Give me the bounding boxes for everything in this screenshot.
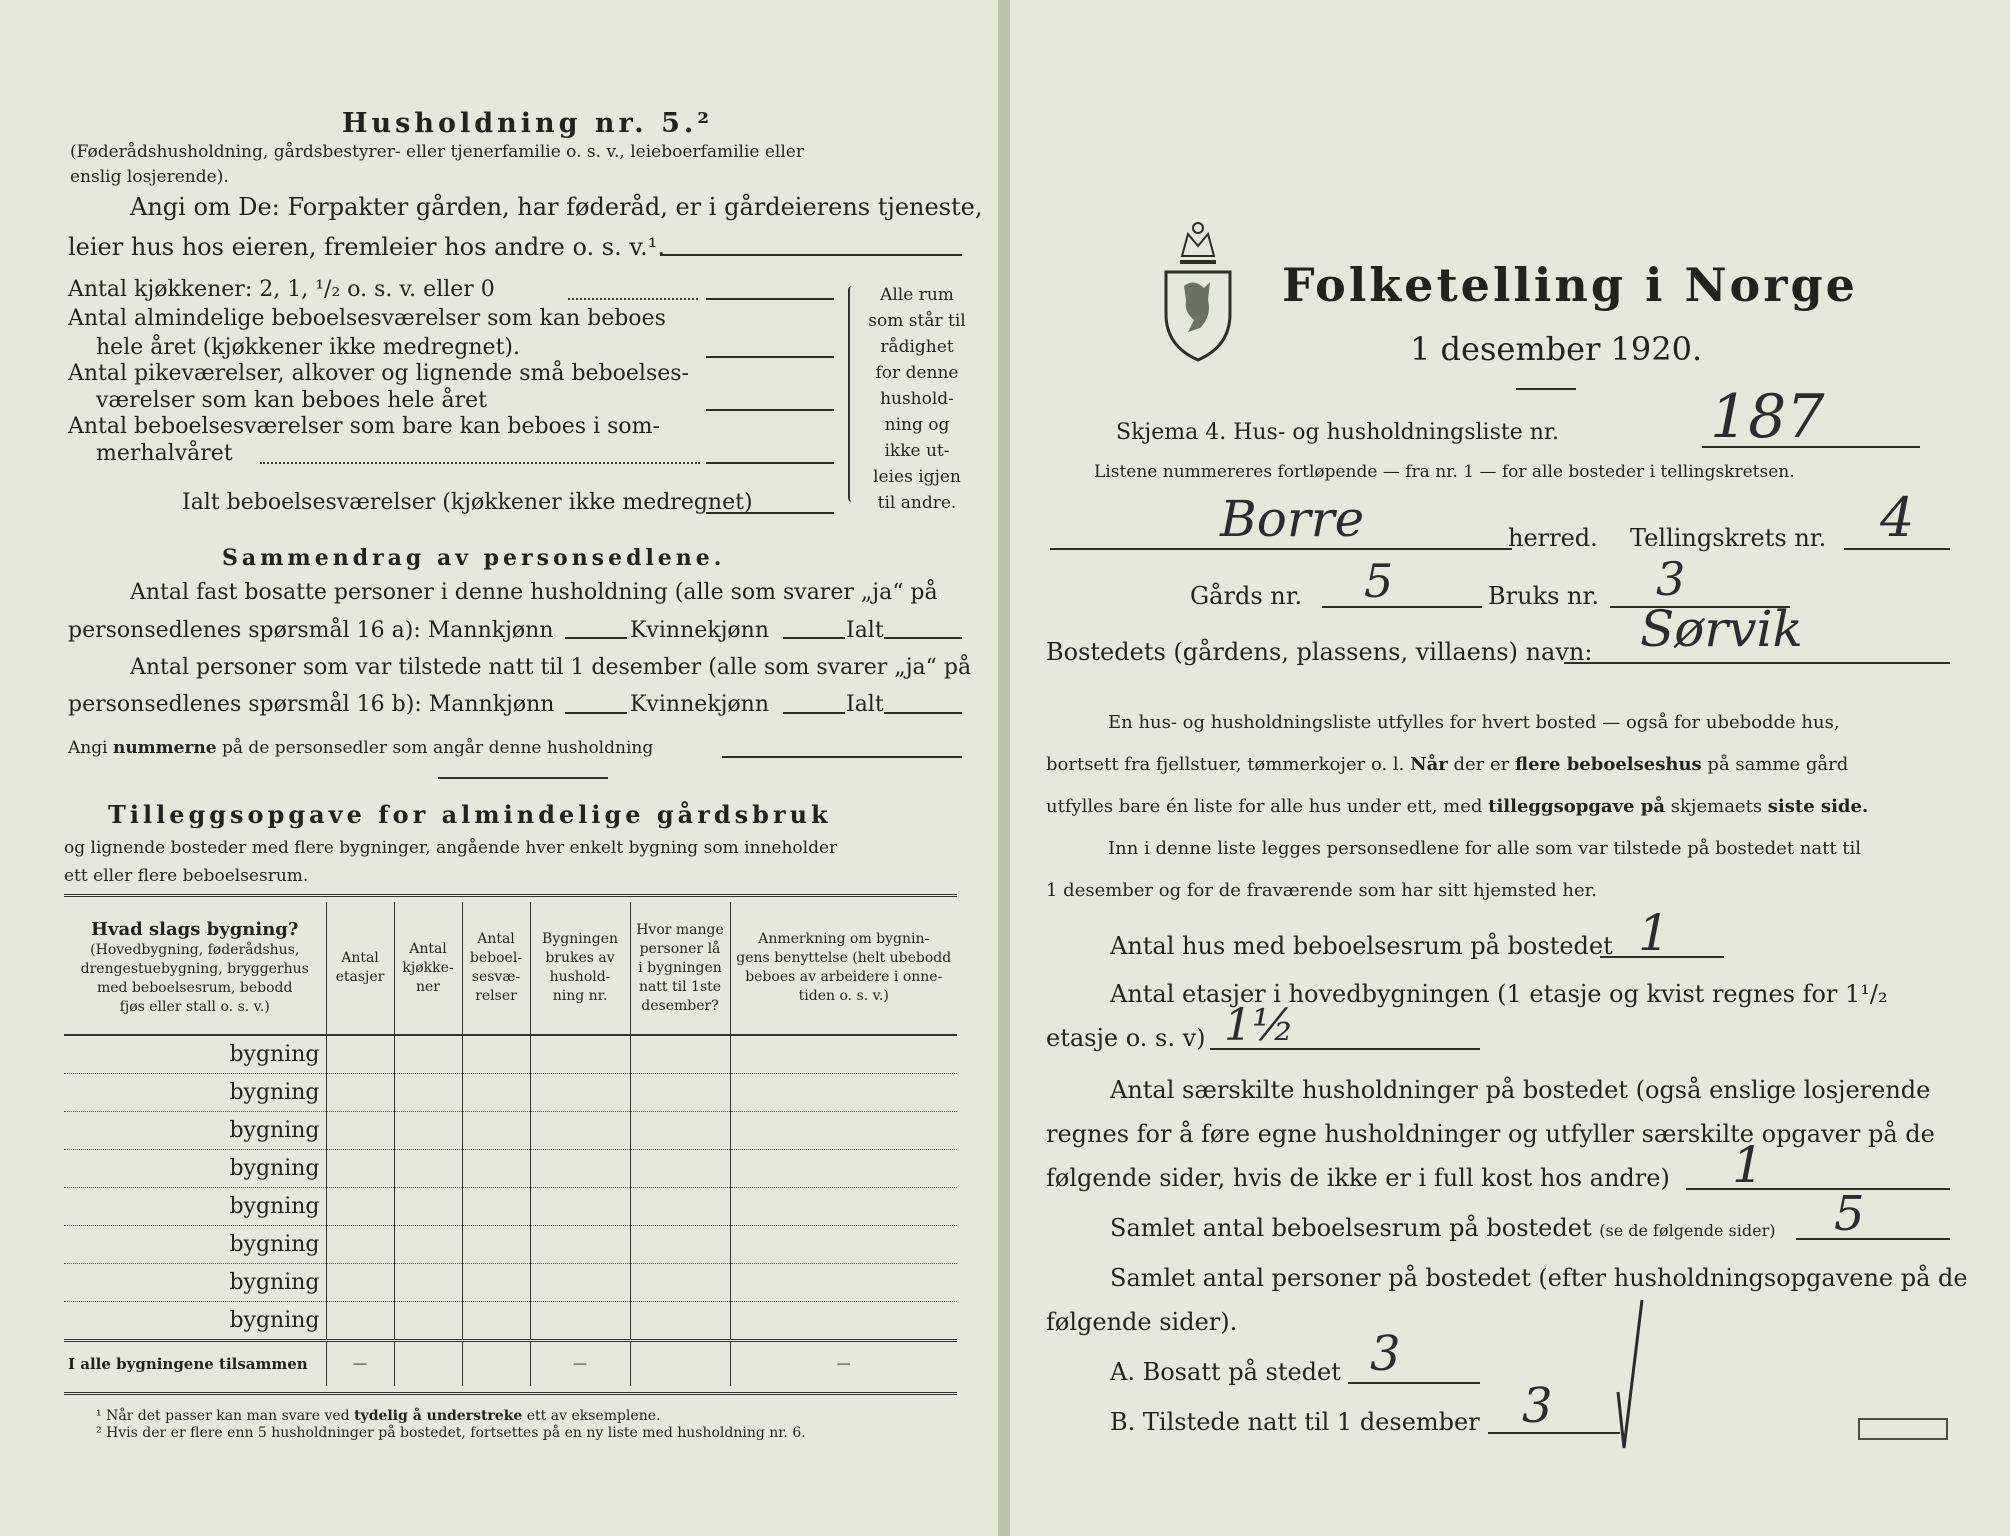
resident-line-1: Antal fast bosatte personer i denne husholdning (alle som svarer „ja“ på [130, 580, 938, 605]
summer-rooms-line [706, 462, 834, 464]
col-header-line: desember? [641, 997, 719, 1014]
table-cell[interactable] [530, 1035, 630, 1074]
present-b-value[interactable]: 3 [1522, 1378, 1553, 1434]
municipality-label: herred. [1508, 524, 1598, 552]
side-note-line: ikke ut- [884, 441, 950, 461]
col-header-line: beboel- [469, 950, 523, 966]
left-page [0, 0, 1000, 1536]
angi-line-1: Angi om De: Forpakter gården, har føderåd, er i gårdeierens tjeneste, [130, 193, 983, 221]
table-cell[interactable] [326, 1302, 394, 1341]
ordinary-rooms-line [706, 356, 834, 358]
instruction-3c: skjemaets [1670, 796, 1763, 817]
present-female-label: Kvinnekjønn [630, 692, 769, 717]
table-cell[interactable] [326, 1264, 394, 1302]
col-header-line: Antal [409, 940, 447, 957]
printer-stamp [1858, 1418, 1948, 1440]
holding-number-value[interactable]: 3 [1656, 552, 1686, 606]
side-note-line: for denne [875, 363, 959, 383]
table-cell[interactable] [462, 1150, 530, 1188]
resident-a-label: A. Bosatt på stedet [1110, 1358, 1341, 1386]
col-header-line: Bygningen [542, 931, 618, 947]
present-male-line [565, 712, 627, 714]
resident-a-value[interactable]: 3 [1370, 1326, 1401, 1382]
total-remarks-dash: — [730, 1341, 957, 1387]
numbering-note: Listene nummereres fortløpende — fra nr. 1 — for alle bosteder i tellingskretsen. [1094, 462, 1795, 482]
table-cell[interactable] [462, 1074, 530, 1112]
numbers-bold: nummerne [112, 738, 217, 758]
place-name-label: Bostedets (gårdens, plassens, villaens) navn: [1046, 638, 1593, 666]
side-note-line: Alle rum [880, 285, 954, 305]
instruction-1: En hus- og husholdningsliste utfylles for hvert bosted — også for ubebodde hus, [1108, 712, 1840, 733]
supplement-line-1: og lignende bosteder med flere bygninger, angående hver enkelt bygning som inneholder [64, 838, 838, 858]
total-persons-label-2: følgende sider). [1046, 1308, 1238, 1336]
instruction-2a: bortsett fra fjellstuer, tømmerkojer o. l. [1046, 754, 1405, 775]
table-cell[interactable] [730, 1302, 957, 1341]
summary-title: Sammendrag av personsedlene. [222, 545, 726, 571]
table-cell[interactable] [530, 1226, 630, 1264]
resident-female-label: Kvinnekjønn [630, 618, 769, 643]
resident-male-line [565, 637, 627, 639]
table-cell[interactable] [394, 1226, 462, 1264]
col-header-line: sesvæ- [471, 969, 521, 985]
footnote-1-bold: tydelig å understreke [354, 1408, 523, 1424]
table-cell[interactable] [394, 1112, 462, 1150]
table-cell[interactable] [326, 1188, 394, 1226]
kitchens-label: Antal kjøkkener: 2, 1, ¹/₂ o. s. v. eller 0 [68, 277, 495, 302]
resident-total-label: Ialt [846, 618, 884, 643]
census-title: Folketelling i Norge [1282, 258, 1858, 312]
household-intro-2: enslig losjerende). [70, 167, 229, 187]
row-label: bygning [64, 1188, 326, 1226]
row-label: bygning [64, 1302, 326, 1341]
present-female-line [783, 712, 845, 714]
table-cell[interactable] [462, 1226, 530, 1264]
col-header-line: Anmerkning om bygnin- [758, 931, 930, 947]
side-note [862, 282, 972, 516]
resident-a-line [1348, 1382, 1480, 1384]
district-value[interactable]: 4 [1880, 486, 1915, 549]
table-row [64, 1264, 957, 1302]
numbers-label [68, 738, 653, 758]
col-household-nr [530, 902, 630, 1035]
table-row [64, 1302, 957, 1341]
households-label-1: Antal særskilte husholdninger på bostedet (også enslige losjerende [1110, 1076, 1931, 1104]
col-persons [630, 902, 730, 1035]
maid-rooms-label-2: værelser som kan beboes hele året [96, 388, 487, 413]
kitchens-dots [568, 298, 698, 300]
households-label-3: følgende sider, hvis de ikke er i full kost hos andre) [1046, 1164, 1670, 1192]
col-header-line: Hvor mange [636, 921, 724, 938]
col-header-line: drengestuebygning, bryggerhus [80, 960, 309, 977]
table-cell[interactable] [462, 1035, 530, 1074]
municipality-value[interactable]: Borre [1220, 490, 1365, 548]
present-b-line [1488, 1432, 1620, 1434]
col-header-line: personer lå [639, 940, 721, 957]
col-building-type [64, 902, 326, 1035]
footnote-2: ² Hvis der er flere enn 5 husholdninger på bostedet, fortsettes på en ny liste med husholdning nr. 6. [96, 1425, 806, 1441]
schema-label: Skjema 4. Hus- og husholdningsliste nr. [1116, 420, 1559, 445]
total-persons-label-1: Samlet antal personer på bostedet (efter husholdningsopgavene på de [1110, 1264, 1968, 1292]
summer-rooms-dots [260, 462, 700, 464]
col-header-line: gens benyttelse (helt ubebodd [736, 950, 952, 966]
table-cell[interactable] [394, 1188, 462, 1226]
row-label: bygning [64, 1035, 326, 1074]
table-cell[interactable] [530, 1150, 630, 1188]
col-header-line: Antal [341, 950, 379, 966]
maid-rooms-label-1: Antal pikeværelser, alkover og lignende små beboelses- [68, 361, 689, 386]
census-date: 1 desember 1920. [1410, 330, 1703, 368]
table-cell[interactable] [394, 1302, 462, 1341]
footnote-1-post: ett av eksemplene. [526, 1408, 661, 1424]
instruction-2 [1046, 754, 1848, 775]
side-note-line: som står til [868, 311, 966, 331]
total-kitchens[interactable] [394, 1341, 462, 1387]
instruction-3d: siste side. [1767, 796, 1869, 817]
floors-label-2: etasje o. s. v) [1046, 1024, 1206, 1052]
table-row [64, 1074, 957, 1112]
col-header-line: natt til 1ste [638, 978, 722, 995]
summer-rooms-label-1: Antal beboelsesværelser som bare kan beboes i som- [68, 414, 660, 439]
table-row [64, 1150, 957, 1188]
farm-number-label: Gårds nr. [1190, 582, 1303, 610]
table-cell[interactable] [730, 1188, 957, 1226]
total-floors-dash: — [326, 1341, 394, 1387]
col-header-line: hushold- [549, 969, 611, 985]
table-cell[interactable] [530, 1074, 630, 1112]
instruction-2d: flere beboelseshus [1514, 754, 1702, 775]
place-name-line [1564, 662, 1950, 664]
instruction-5: 1 desember og for de fraværende som har sitt hjemsted her. [1046, 880, 1597, 901]
present-line-2: personsedlenes spørsmål 16 b): Mannkjønn [68, 692, 555, 717]
total-rooms-place-text: Samlet antal beboelsesrum på bostedet [1110, 1214, 1592, 1242]
maid-rooms-line [706, 409, 834, 411]
col-header-line: ning nr. [552, 988, 608, 1004]
col-header-line: i bygningen [638, 959, 722, 976]
holding-number-label: Bruks nr. [1488, 582, 1599, 610]
table-cell[interactable] [326, 1035, 394, 1074]
total-rooms-place-label [1110, 1214, 1775, 1242]
row-label: bygning [64, 1226, 326, 1264]
table-cell[interactable] [630, 1035, 730, 1074]
ordinary-rooms-label-2: hele året (kjøkkener ikke medregnet). [96, 335, 520, 360]
table-row [64, 1112, 957, 1150]
farm-number-line [1322, 606, 1482, 608]
numbers-line [722, 756, 962, 758]
total-rooms[interactable] [462, 1341, 530, 1387]
total-rooms-line [706, 512, 834, 514]
total-label: I alle bygningene tilsammen [68, 1355, 308, 1373]
table-cell[interactable] [394, 1074, 462, 1112]
total-rooms-place-line [1796, 1238, 1950, 1240]
row-label: bygning [64, 1264, 326, 1302]
total-rooms-place-note: (se de følgende sider) [1599, 1221, 1776, 1240]
table-cell[interactable] [462, 1302, 530, 1341]
district-label: Tellingskrets nr. [1630, 524, 1827, 552]
resident-female-line [783, 637, 845, 639]
instruction-3a: utfylles bare én liste for alle hus under ett, med [1046, 796, 1483, 817]
supplement-title: Tilleggsopgave for almindelige gårdsbruk [108, 800, 832, 829]
col-header-line: kjøkke- [402, 959, 454, 976]
table-cell[interactable] [630, 1226, 730, 1264]
table-cell[interactable] [462, 1264, 530, 1302]
angi-answer-line [660, 254, 962, 256]
supplement-line-2: ett eller flere beboelsesrum. [64, 866, 309, 886]
present-b-label: B. Tilstede natt til 1 desember [1110, 1408, 1480, 1436]
table-top-rule [64, 894, 957, 897]
floors-value[interactable]: 1½ [1224, 1000, 1295, 1051]
side-brace [848, 286, 852, 502]
side-note-line: hushold- [880, 389, 954, 409]
total-persons[interactable] [630, 1341, 730, 1387]
table-cell[interactable] [730, 1150, 957, 1188]
table-cell[interactable] [394, 1035, 462, 1074]
table-row [64, 1226, 957, 1264]
side-note-line: rådighet [880, 337, 954, 357]
kitchens-line [706, 298, 834, 300]
row-label: bygning [64, 1150, 326, 1188]
col-header-line: fjøs eller stall o. s. v.) [119, 998, 270, 1015]
table-cell[interactable] [530, 1264, 630, 1302]
present-total-label: Ialt [846, 692, 884, 717]
instruction-2b: Når [1410, 754, 1448, 775]
col-header-line: brukes av [545, 950, 615, 966]
ordinary-rooms-label-1: Antal almindelige beboelsesværelser som kan beboes [68, 306, 666, 331]
table-cell[interactable] [730, 1226, 957, 1264]
households-value[interactable]: 1 [1732, 1136, 1764, 1194]
col-remarks [730, 902, 957, 1035]
side-note-line: til andre. [877, 493, 957, 513]
numbers-post: på de personsedler som angår denne husholdning [222, 738, 654, 758]
table-cell[interactable] [630, 1302, 730, 1341]
col-header-line: ner [416, 978, 440, 995]
resident-line-2: personsedlenes spørsmål 16 a): Mannkjønn [68, 618, 554, 643]
place-name-value[interactable]: Sørvik [1640, 600, 1803, 658]
table-bottom-rule [64, 1392, 957, 1395]
check-mark-icon [1610, 1292, 1650, 1452]
table-cell[interactable] [630, 1150, 730, 1188]
table-cell[interactable] [462, 1188, 530, 1226]
instruction-3b: tilleggsopgave på [1488, 796, 1666, 817]
building-table [64, 902, 957, 1386]
total-rooms-place-value[interactable]: 5 [1834, 1186, 1865, 1242]
table-row [64, 1188, 957, 1226]
row-label: bygning [64, 1112, 326, 1150]
houses-value[interactable]: 1 [1638, 904, 1670, 962]
farm-number-value[interactable]: 5 [1364, 554, 1394, 608]
table-row [64, 1035, 957, 1074]
col-rooms [462, 902, 530, 1035]
side-note-line: ning og [884, 415, 950, 435]
present-total-line [884, 712, 962, 714]
present-line-1: Antal personer som var tilstede natt til 1 desember (alle som svarer „ja“ på [130, 655, 972, 680]
col-header-line: (Hovedbygning, føderådshus, [90, 941, 300, 958]
col-kitchens [394, 902, 462, 1035]
table-cell[interactable] [326, 1112, 394, 1150]
building-table-header [64, 902, 957, 1035]
total-rooms-label: Ialt beboelsesværelser (kjøkkener ikke medregnet) [182, 490, 753, 515]
table-cell[interactable] [462, 1112, 530, 1150]
schema-number[interactable]: 187 [1710, 382, 1825, 452]
instruction-3 [1046, 796, 1868, 817]
angi-line-2: leier hus hos eieren, fremleier hos andre o. s. v.¹. [68, 233, 665, 261]
households-label-2: regnes for å føre egne husholdninger og utfyller særskilte opgaver på de [1046, 1120, 1935, 1148]
floors-label-1: Antal etasjer i hovedbygningen (1 etasje og kvist regnes for 1¹/₂ [1110, 980, 1888, 1008]
table-cell[interactable] [530, 1302, 630, 1341]
instruction-2e: på samme gård [1707, 754, 1849, 775]
household-intro-1: (Føderådshusholdning, gårdsbestyrer- eller tjenerfamilie o. s. v., leieboerfamilie eller [70, 142, 804, 162]
table-cell[interactable] [630, 1112, 730, 1150]
total-household-dash: — [530, 1341, 630, 1387]
table-cell[interactable] [530, 1112, 630, 1150]
numbers-pre: Angi [68, 738, 108, 758]
right-page [1010, 0, 2010, 1536]
households-line [1686, 1188, 1950, 1190]
household-title: Husholdning nr. 5.² [342, 108, 714, 139]
footnote-1 [96, 1408, 660, 1424]
table-cell[interactable] [326, 1074, 394, 1112]
table-cell[interactable] [530, 1188, 630, 1226]
resident-total-line [884, 637, 962, 639]
row-label: bygning [64, 1074, 326, 1112]
coat-of-arms-icon [1160, 216, 1236, 364]
table-cell[interactable] [730, 1074, 957, 1112]
summer-rooms-label-2: merhalvåret [96, 441, 233, 466]
section-divider [438, 777, 608, 779]
col-header-line: med beboelsesrum, bebodd [97, 979, 293, 996]
col-header-line: etasjer [335, 969, 385, 985]
table-cell[interactable] [326, 1150, 394, 1188]
table-total-row [64, 1341, 957, 1387]
col-header-line: tiden o. s. v.) [798, 988, 889, 1004]
table-cell[interactable] [730, 1035, 957, 1074]
col-header-line: beboes av arbeidere i onne- [745, 969, 943, 985]
col-header-line: Hvad slags bygning? [91, 918, 299, 940]
side-note-line: leies igjen [873, 467, 961, 487]
municipality-line [1050, 548, 1512, 550]
table-cell[interactable] [630, 1264, 730, 1302]
table-cell[interactable] [630, 1188, 730, 1226]
footnote-1-pre: ¹ Når det passer kan man svare ved [96, 1408, 350, 1424]
table-cell[interactable] [326, 1226, 394, 1264]
date-divider [1516, 388, 1576, 390]
col-header-line: relser [475, 988, 517, 1004]
table-cell[interactable] [730, 1112, 957, 1150]
houses-label: Antal hus med beboelsesrum på bostedet [1110, 932, 1613, 960]
col-header-line: Antal [477, 931, 515, 947]
instruction-2c: der er [1453, 754, 1510, 775]
table-cell[interactable] [730, 1264, 957, 1302]
table-cell[interactable] [394, 1150, 462, 1188]
table-cell[interactable] [630, 1074, 730, 1112]
table-cell[interactable] [394, 1264, 462, 1302]
instruction-4: Inn i denne liste legges personsedlene for alle som var tilstede på bostedet natt til [1108, 838, 1862, 859]
col-floors [326, 902, 394, 1035]
